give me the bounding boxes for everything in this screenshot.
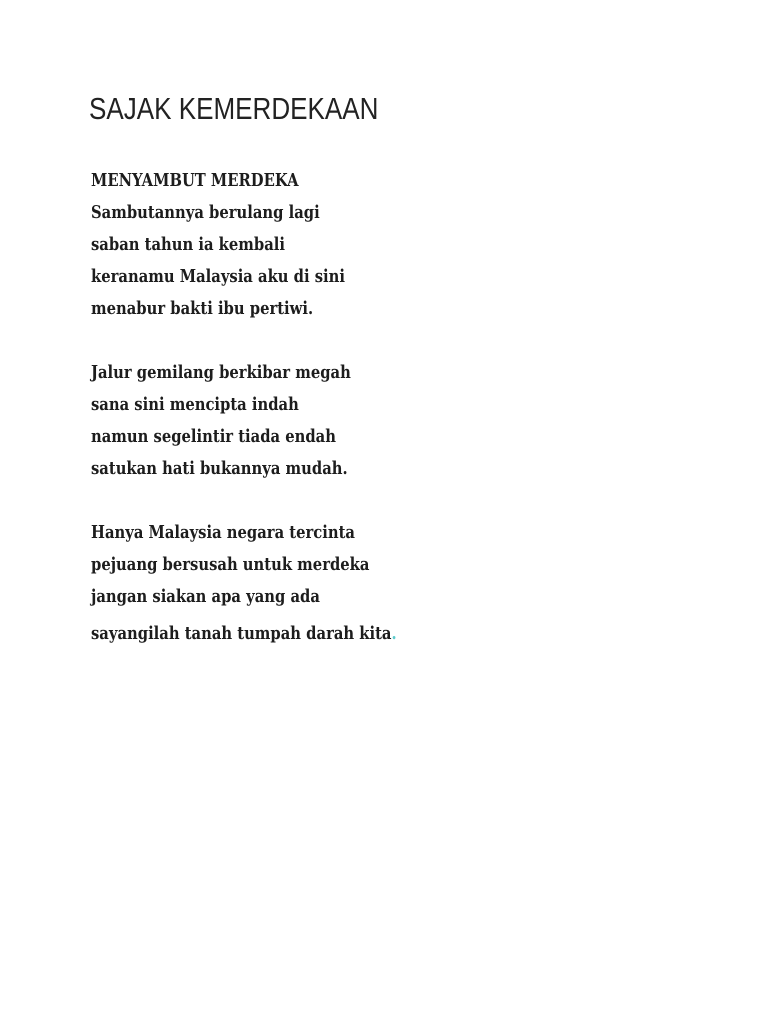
poem-line: saban tahun ia kembali [91, 234, 285, 255]
poem-stanza-1 [91, 197, 397, 325]
poem-line: menabur bakti ibu pertiwi. [91, 298, 314, 319]
poem-line: jangan siakan apa yang ada [91, 586, 320, 607]
poem-line: namun segelintir tiada endah [91, 426, 336, 447]
accent-period: . [391, 623, 397, 644]
poem-line: Sambutannya berulang lagi [91, 202, 320, 223]
page-title: SAJAK KEMERDEKAAN [89, 91, 379, 126]
poem-stanza-3 [91, 517, 397, 650]
poem-line: Jalur gemilang berkibar megah [91, 362, 351, 383]
poem-line: sana sini mencipta indah [91, 394, 299, 415]
poem-stanza-2 [91, 357, 397, 485]
poem-line [91, 618, 397, 650]
poem-line: pejuang bersusah untuk merdeka [91, 554, 370, 575]
poem-heading: MENYAMBUT MERDEKA [91, 170, 299, 191]
poem-last-line-text: sayangilah tanah tumpah darah kita [91, 623, 392, 644]
poem-body [91, 165, 397, 650]
poem-line: keranamu Malaysia aku di sini [91, 266, 345, 287]
poem-line: Hanya Malaysia negara tercinta [91, 522, 355, 543]
poem-line: satukan hati bukannya mudah. [91, 458, 348, 479]
